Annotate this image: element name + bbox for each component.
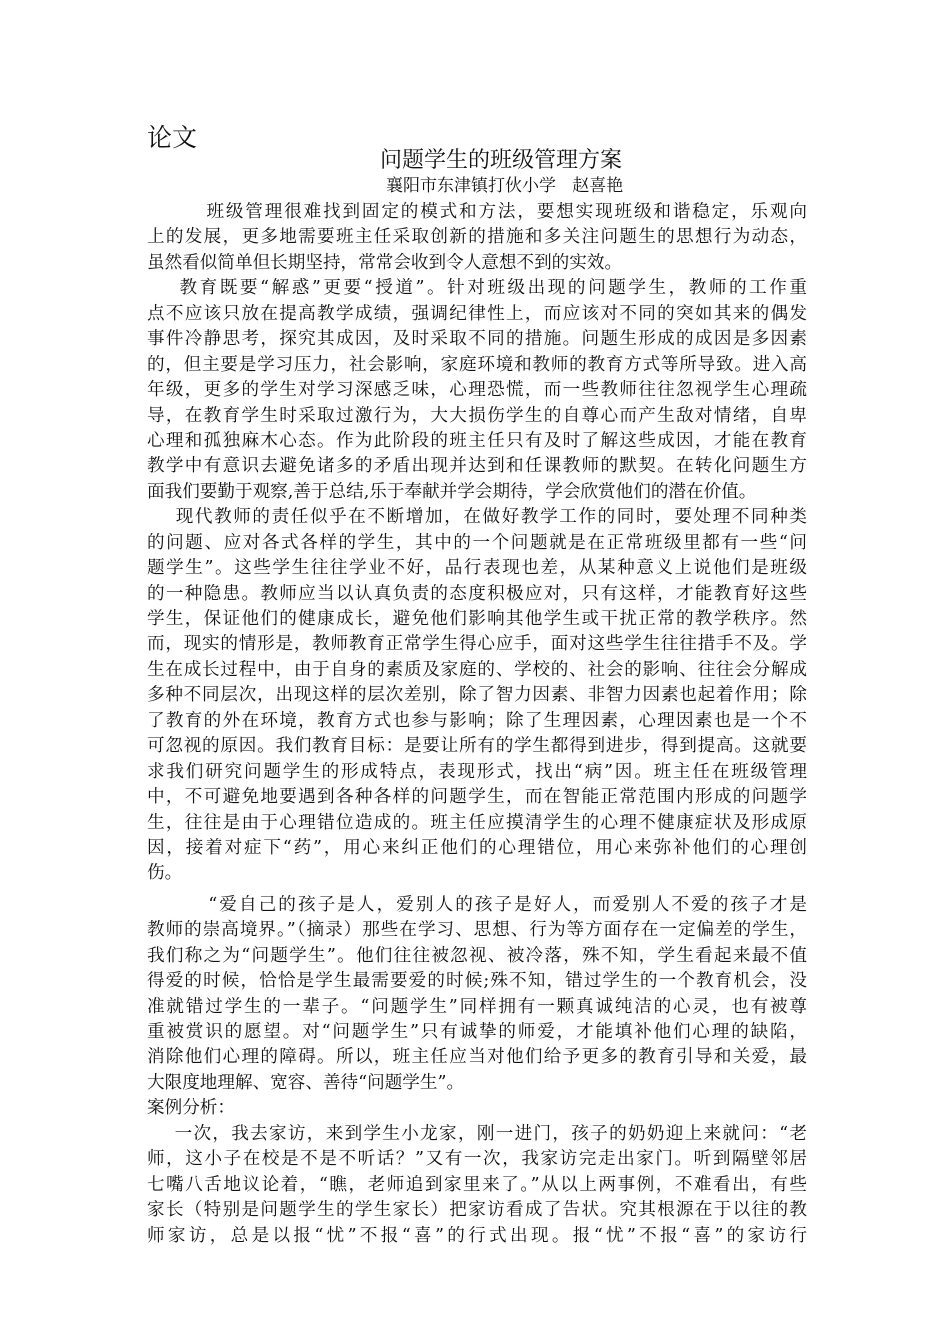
text-line: 家长（特别是问题学生的学生家长）把家访看成了告状。究其根源在于以往的教 xyxy=(147,1200,807,1221)
text-line: 的问题、应对各式各样的学生，其中的一个问题就是在正常班级里都有一些“问 xyxy=(147,532,807,553)
text-line: 七嘴八舌地议论着，“瞧，老师追到家里来了。”从以上两事例，不难看出，有些 xyxy=(147,1174,807,1195)
text-line: 我们称之为“问题学生”。他们往往被忽视、被冷落，殊不知，学生看起来最不值 xyxy=(147,945,807,966)
text-line: 消除他们心理的障碍。所以，班主任应当对他们给予更多的教育引导和关爱，最 xyxy=(147,1047,807,1068)
text-line: 班级管理很难找到固定的模式和方法，要想实现班级和谐稳定，乐观向 xyxy=(147,202,807,222)
text-line: 求我们研究问题学生的形成特点，表现形式，找出“病”因。班主任在班级管理 xyxy=(147,761,807,782)
text-line: 多种不同层次，出现这样的层次差别，除了智力因素、非智力因素也起着作用；除 xyxy=(147,685,807,706)
author-byline: 襄阳市东津镇打伙小学 赵喜艳 xyxy=(386,176,624,196)
text-line: 教育既要“解惑”更要“授道”。针对班级出现的问题学生，教师的工作重 xyxy=(147,278,807,299)
text-line: 而，现实的情形是，教师教育正常学生得心应手，面对这些学生往往措手不及。学 xyxy=(147,634,807,655)
text-line: 上的发展，更多地需要班主任采取创新的措施和多关注问题生的思想行为动态， xyxy=(147,227,807,248)
text-line: 导，在教育学生时采取过激行为，大大损伤学生的自尊心而产生敌对情绪，自卑 xyxy=(147,405,807,426)
text-line: 学生，保证他们的健康成长，避免他们影响其他学生或干扰正常的教学秩序。然 xyxy=(147,609,807,629)
document-label: 论文 xyxy=(147,123,198,152)
text-line: 准就错过学生的一辈子。“问题学生”同样拥有一颗真诚纯洁的心灵，也有被尊 xyxy=(147,996,807,1017)
text-line: 的一种隐患。教师应当以认真负责的态度积极应对，只有这样，才能教育好这些 xyxy=(147,583,807,604)
text-line: 的，但主要是学习压力，社会影响，家庭环境和教师的教育方式等所导致。进入高 xyxy=(147,354,807,375)
text-line: 得爱的时候，恰恰是学生最需要爱的时候;殊不知，错过学生的一个教育机会，没 xyxy=(147,971,807,992)
text-line: 师家访，总是以报“忧”不报“喜”的行式出现。报“忧”不报“喜”的家访行 xyxy=(147,1225,807,1246)
text-line: 年级，更多的学生对学习深感乏味，心理恐慌，而一些教师往往忽视学生心理疏 xyxy=(147,380,807,401)
text-line: 虽然看似简单但长期坚持，常常会收到令人意想不到的实效。 xyxy=(147,252,623,273)
text-line: 事件冷静思考，探究其成因，及时采取不同的措施。问题生形成的成因是多因素 xyxy=(147,329,807,350)
text-line: 重被赏识的愿望。对“问题学生”只有诚挚的师爱，才能填补他们心理的缺陷， xyxy=(147,1022,807,1042)
text-line: 教学中有意识去避免诸多的矛盾出现并达到和任课教师的默契。在转化问题生方 xyxy=(147,456,807,477)
text-line: 现代教师的责任似乎在不断增加，在做好教学工作的同时，要处理不同种类 xyxy=(147,507,807,528)
section-heading: 案例分析： xyxy=(147,1098,235,1119)
text-line: 大限度地理解、宽容、善待“问题学生”。 xyxy=(147,1072,465,1093)
text-line: 因，接着对症下“药”，用心来纠正他们的心理错位，用心来弥补他们的心理创 xyxy=(147,837,807,858)
document-title: 问题学生的班级管理方案 xyxy=(380,148,623,173)
text-line: 了教育的外在环境，教育方式也参与影响；除了生理因素，心理因素也是一个不 xyxy=(147,710,807,731)
text-line: 心理和孤独麻木心态。作为此阶段的班主任只有及时了解这些成因，才能在教育 xyxy=(147,430,807,451)
text-line: 师，这小子在校是不是不听话？”又有一次，我家访完走出家门。听到隔壁邻居 xyxy=(147,1149,807,1170)
text-line: 生在成长过程中，由于自身的素质及家庭的、学校的、社会的影响、往往会分解成 xyxy=(147,659,807,680)
text-line: 可忽视的原因。我们教育目标：是要让所有的学生都得到进步，得到提高。这就要 xyxy=(147,736,807,757)
text-line: 题学生”。这些学生往往学业不好，品行表现也差，从某种意义上说他们是班级 xyxy=(147,558,807,579)
text-line: 一次，我去家访，来到学生小龙家，刚一进门，孩子的奶奶迎上来就问：“老 xyxy=(147,1123,807,1144)
text-line: 教师的崇高境界。”（摘录）那些在学习、思想、行为等方面存在一定偏差的学生， xyxy=(147,920,807,941)
text-line: 中，不可避免地要遇到各种各样的问题学生，而在智能正常范围内形成的问题学 xyxy=(147,787,807,808)
text-line: 伤。 xyxy=(147,863,183,884)
body-text xyxy=(147,200,807,1249)
text-line: 面我们要勤于观察,善于总结,乐于奉献并学会期待，学会欣赏他们的潜在价值。 xyxy=(147,481,757,502)
text-line: 点不应该只放在提高教学成绩，强调纪律性上，而应该对不同的突如其来的偶发 xyxy=(147,303,807,324)
text-line: 生，往往是由于心理错位造成的。班主任应摸清学生的心理不健康症状及形成原 xyxy=(147,812,807,833)
text-line: “爱自己的孩子是人，爱别人的孩子是好人，而爱别人不爱的孩子才是 xyxy=(147,894,807,915)
